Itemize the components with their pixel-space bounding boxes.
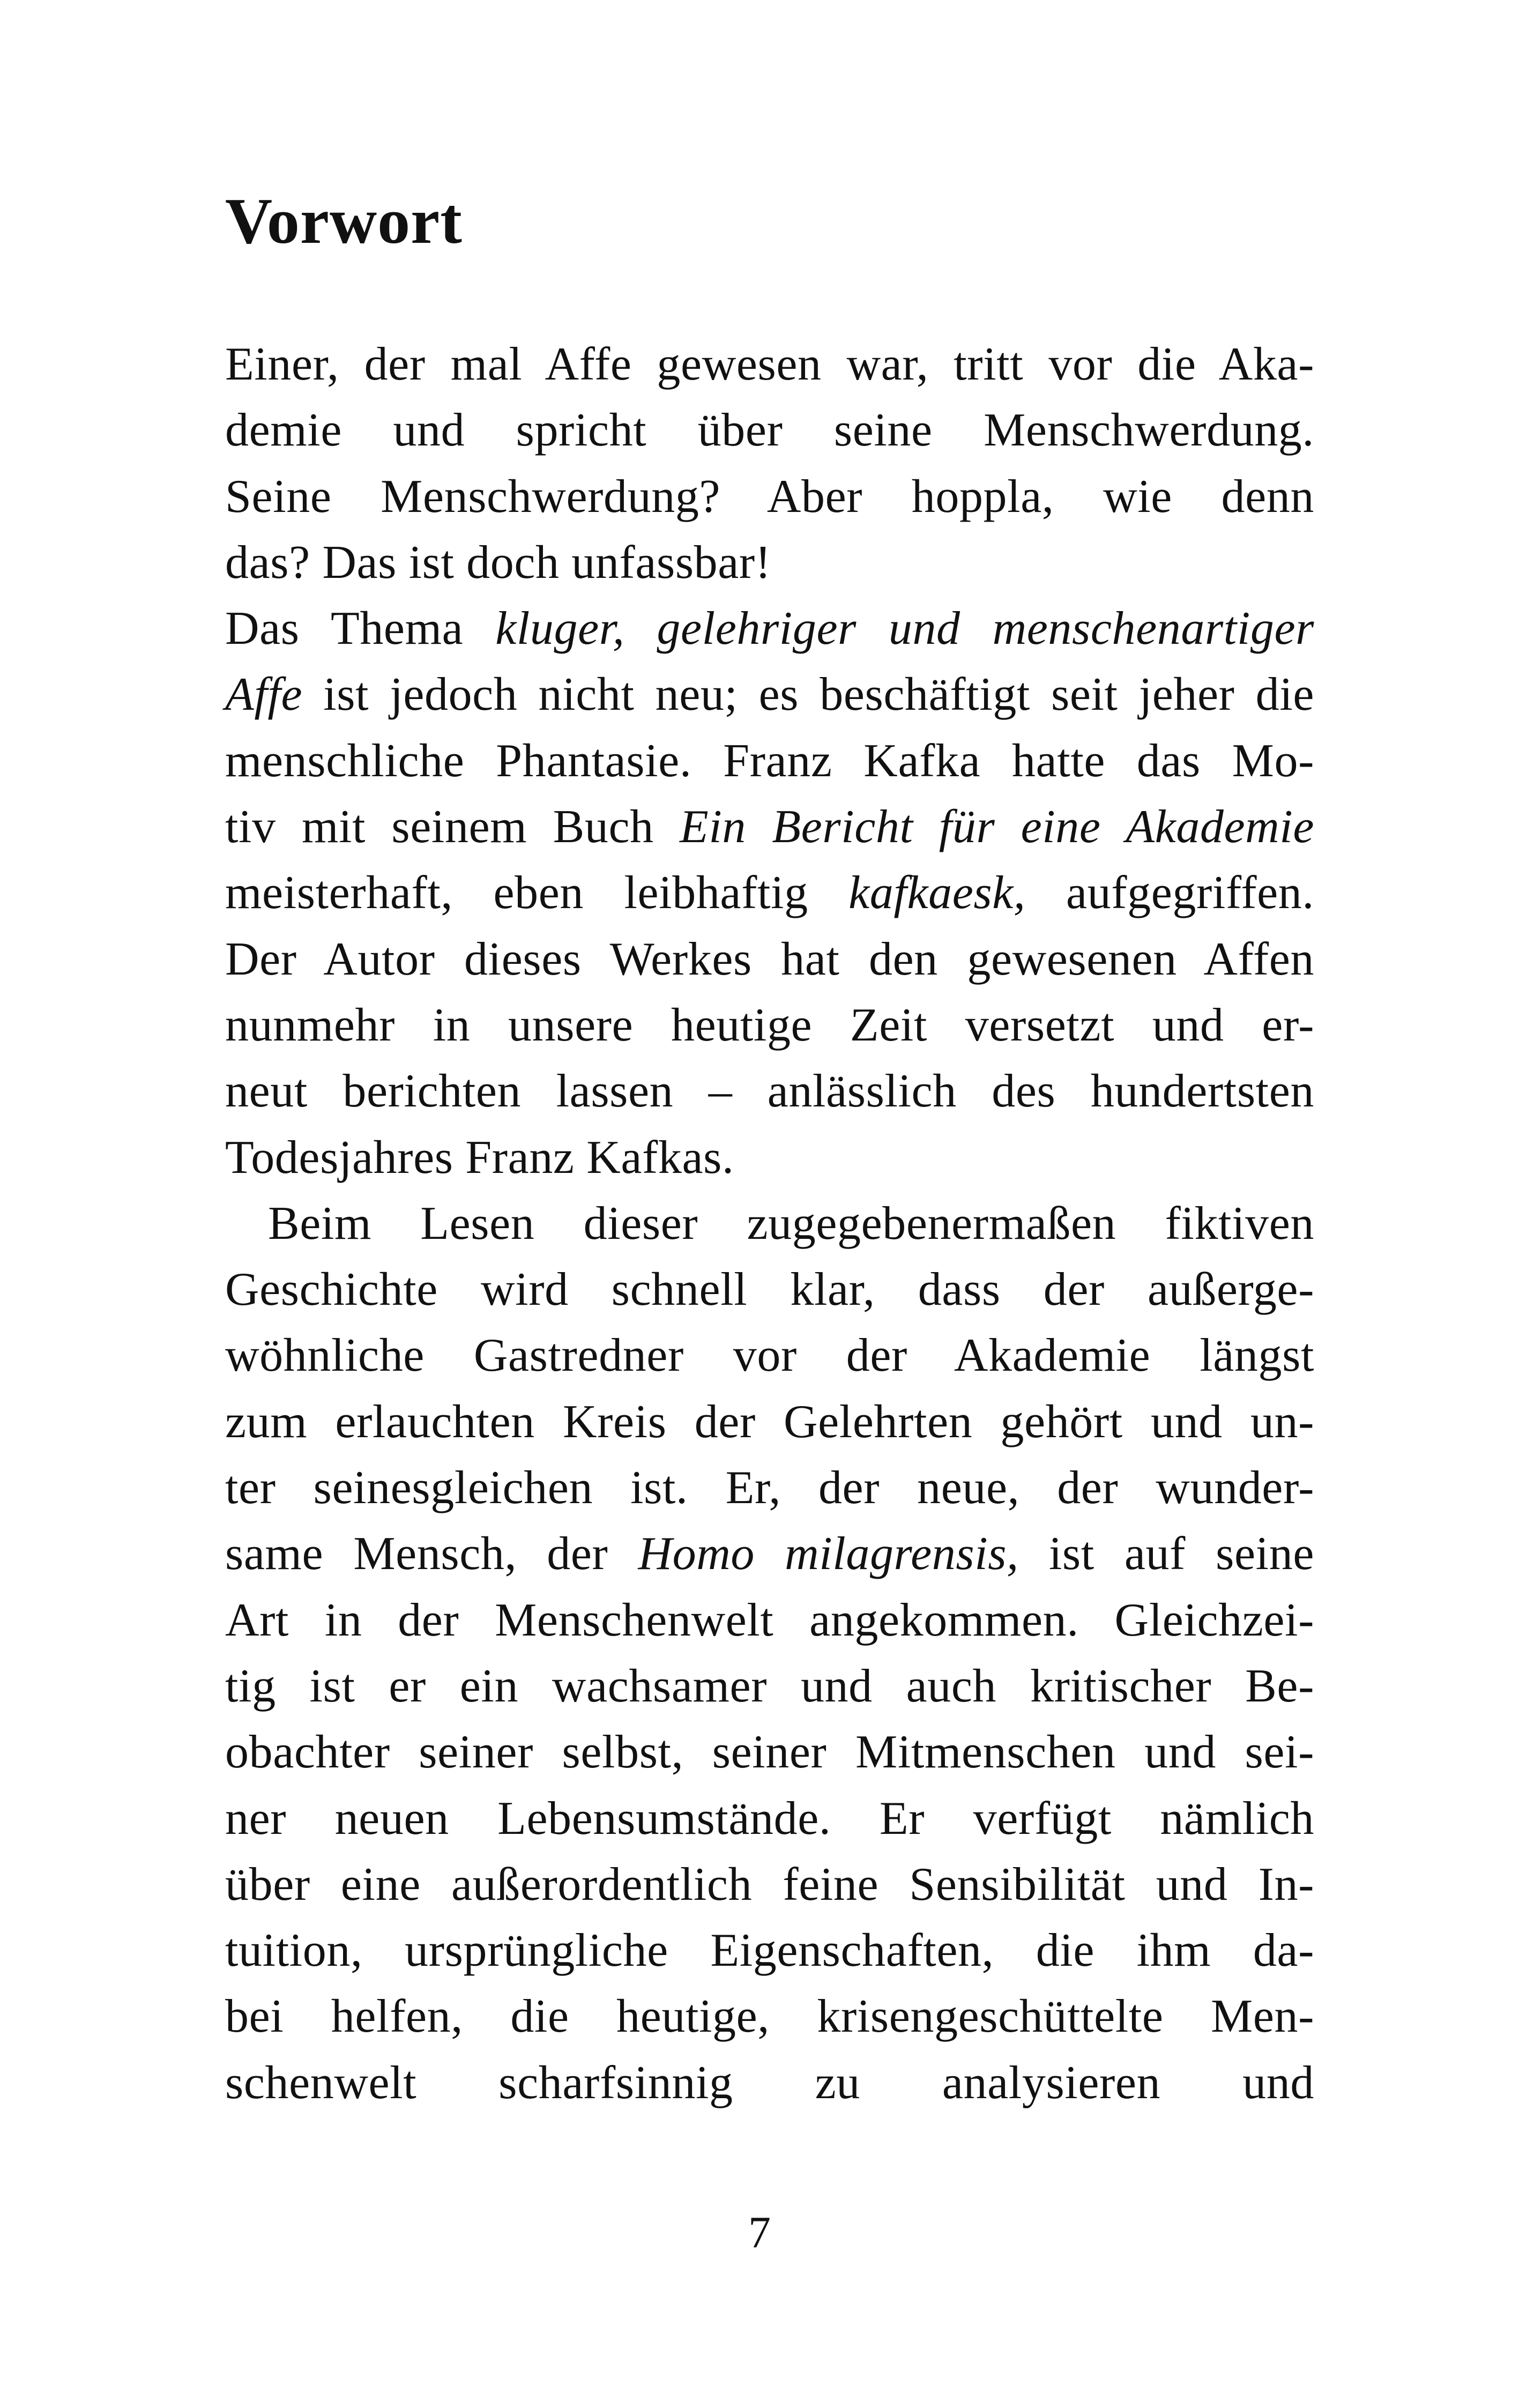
text-line: [225, 1058, 1314, 1124]
text-segment: tuition, ursprüngliche Eigenschaften, die ihm da-: [225, 1924, 1314, 1977]
text-line: [225, 464, 1314, 530]
text-line: [225, 397, 1314, 463]
chapter-heading: Vorwort: [225, 185, 463, 257]
text-segment: same Mensch, der: [225, 1528, 638, 1580]
text-line: [225, 1719, 1314, 1785]
text-segment: das? Das ist doch unfassbar!: [225, 536, 771, 589]
text-line: [225, 1521, 1314, 1587]
text-segment: obachter seiner selbst, seiner Mitmenschen und sei-: [225, 1726, 1314, 1779]
text-line: [225, 2050, 1314, 2116]
text-segment: neut berichten lassen – anlässlich des hundertsten: [225, 1065, 1314, 1118]
text-segment: Todesjahres Franz Kafkas.: [225, 1131, 734, 1184]
text-line: [225, 1918, 1314, 1983]
text-line: [225, 1455, 1314, 1521]
text-segment: aufgegriffen.: [1025, 867, 1314, 919]
text-segment: ist jedoch nicht neu; es beschäftigt seit jeher die: [302, 668, 1314, 721]
text-line: [225, 530, 1314, 596]
text-segment: ter seinesgleichen ist. Er, der neue, der wunder-: [225, 1462, 1314, 1514]
italic-text: Ein Bericht für eine Akademie: [680, 801, 1314, 853]
text-segment: wöhnliche Gastredner vor der Akademie längst: [225, 1329, 1314, 1382]
text-line: [225, 1125, 1314, 1191]
text-line: [225, 1852, 1314, 1918]
text-line: [225, 1257, 1314, 1322]
text-line: [225, 1587, 1314, 1653]
text-line: [225, 1653, 1314, 1719]
text-segment: demie und spricht über seine Menschwerdung.: [225, 404, 1314, 457]
text-line: [225, 331, 1314, 397]
text-line: [225, 662, 1314, 727]
text-segment: nunmehr in unsere heutige Zeit versetzt und er-: [225, 999, 1314, 1051]
text-segment: schenwelt scharfsinnig zu analysieren und: [225, 2056, 1314, 2109]
text-line: [225, 992, 1314, 1058]
text-segment: Art in der Menschenwelt angekommen. Gleichzei-: [225, 1594, 1314, 1646]
text-line: [225, 596, 1314, 662]
text-segment: tig ist er ein wachsamer und auch kritischer Be-: [225, 1660, 1314, 1712]
body-text: [225, 331, 1314, 2116]
text-segment: Das Thema: [225, 603, 496, 655]
text-line: [225, 1322, 1314, 1388]
text-line: [225, 728, 1314, 794]
text-segment: ist auf seine: [1018, 1528, 1314, 1580]
italic-text: kluger, gelehriger und menschenartiger: [495, 603, 1314, 655]
text-line: [225, 794, 1314, 860]
text-segment: meisterhaft, eben leibhaftig: [225, 867, 849, 919]
text-line: [225, 1983, 1314, 2049]
page-number: 7: [748, 2208, 771, 2257]
text-line: [225, 1786, 1314, 1852]
italic-text: kafkaesk,: [848, 867, 1026, 919]
text-segment: menschliche Phantasie. Franz Kafka hatte das Mo-: [225, 734, 1314, 787]
text-segment: Der Autor dieses Werkes hat den gewesenen Affen: [225, 933, 1314, 985]
italic-text: Homo milagrensis,: [638, 1528, 1019, 1580]
text-segment: bei helfen, die heutige, krisengeschüttelte Men-: [225, 1990, 1314, 2043]
text-segment: Einer, der mal Affe gewesen war, tritt vor die Aka-: [225, 338, 1314, 390]
text-segment: Geschichte wird schnell klar, dass der außerge-: [225, 1264, 1314, 1316]
text-line: [225, 860, 1314, 926]
italic-text: Affe: [225, 668, 303, 721]
text-segment: über eine außerordentlich feine Sensibilität und In-: [225, 1858, 1314, 1911]
text-line: [225, 1191, 1314, 1257]
text-segment: Seine Menschwerdung? Aber hoppla, wie denn: [225, 470, 1314, 523]
text-segment: tiv mit seinem Buch: [225, 801, 680, 853]
text-line: [225, 926, 1314, 992]
text-segment: zum erlauchten Kreis der Gelehrten gehört und un-: [225, 1395, 1314, 1448]
text-line: [225, 1389, 1314, 1455]
text-segment: ner neuen Lebensumstände. Er verfügt nämlich: [225, 1792, 1314, 1845]
text-segment: Beim Lesen dieser zugegebenermaßen fiktiven: [268, 1197, 1314, 1250]
